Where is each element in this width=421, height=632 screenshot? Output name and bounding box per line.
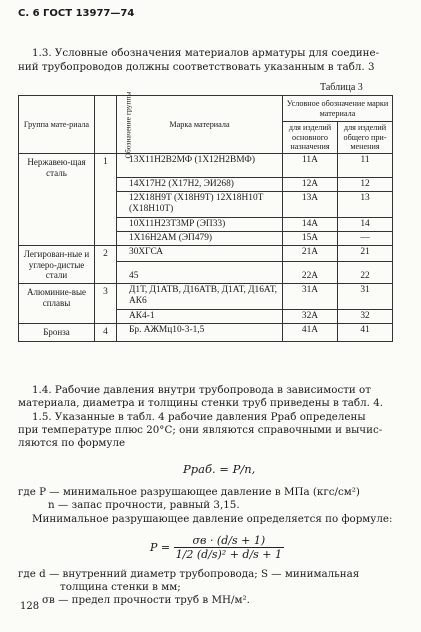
page-header: С. 6 ГОСТ 13977—74: [18, 8, 135, 19]
section-1-5-line3: ляются по формуле: [18, 437, 126, 449]
general-code-cell: 41: [338, 324, 393, 342]
general-code-cell: 22: [338, 262, 393, 284]
general-code-cell: 13: [338, 192, 393, 218]
col-header-group: Группа мате-риала: [19, 96, 95, 154]
group-number: 1: [95, 154, 117, 246]
basic-code-cell: 32А: [283, 310, 338, 324]
col-header-material: Марка материала: [117, 96, 283, 154]
where-s-line: толщина стенки в мм;: [60, 581, 181, 593]
where-n-line: n — запас прочности, равный 3,15.: [48, 499, 240, 511]
basic-code-cell: 11А: [283, 154, 338, 178]
section-1-4-line1: 1.4. Рабочие давления внутри трубопровода в зависимости от: [32, 384, 371, 396]
basic-code-cell: 13А: [283, 192, 338, 218]
material-cell: 10Х11Н23Т3МР (ЭП33): [117, 218, 283, 232]
formula-min-pressure: [150, 534, 284, 561]
group-name: Легирован-ные и углеро-дистые стали: [19, 246, 95, 284]
material-cell: 14Х17Н2 (Х17Н2, ЭИ268): [117, 178, 283, 192]
group-name: Бронза: [19, 324, 95, 342]
general-code-cell: 12: [338, 178, 393, 192]
col-header-group-num: [95, 91, 133, 159]
formula-denominator: 1/2 (d/s)² + d/s + 1: [175, 548, 283, 561]
col-header-basic: для изделий основного назначения: [283, 122, 338, 154]
col-header-general: для изделий общего при-менения: [338, 122, 393, 154]
basic-code-cell: 15А: [283, 232, 338, 246]
basic-code-cell: 21А: [283, 246, 338, 262]
general-code-cell: 31: [338, 284, 393, 310]
material-cell: АК4-1: [117, 310, 283, 324]
group-number: 4: [95, 324, 117, 342]
basic-code-cell: 14А: [283, 218, 338, 232]
group-number: 2: [95, 246, 117, 284]
basic-code-cell: 41А: [283, 324, 338, 342]
table-caption: Таблица 3: [320, 82, 363, 93]
group-name: Нержавею-щая сталь: [19, 154, 95, 246]
materials-table: [18, 91, 393, 342]
where-sigma-line: σв — предел прочности труб в МН/м².: [42, 594, 250, 606]
where-d-line: где d — внутренний диаметр трубопровода; S — минимальная: [18, 568, 360, 580]
formula-working-pressure: Pраб. = P/n,: [183, 462, 256, 476]
section-1-3-line1: 1.3. Условные обозначения материалов арматуры для соедине-: [32, 47, 380, 59]
material-cell: 13Х11Н2В2МФ (1Х12Н2ВМФ): [117, 154, 283, 178]
general-code-cell: 32: [338, 310, 393, 324]
general-code-cell: 14: [338, 218, 393, 232]
where-p-line: где P — минимальное разрушающее давление в МПа (кгс/см²): [18, 486, 360, 498]
material-cell: Бр. АЖМц10-3-1,5: [117, 324, 283, 342]
group-name: Алюминие-вые сплавы: [19, 284, 95, 324]
col-header-conditional: Условное обозначение марки материала: [283, 96, 393, 122]
material-cell: 1Х16Н2АМ (ЭП479): [117, 232, 283, 246]
page-number: 128: [20, 601, 40, 612]
basic-code-cell: 12А: [283, 178, 338, 192]
material-cell: Д1Т, Д1АТВ, Д16АТВ, Д1АТ, Д16АТ, АК6: [117, 284, 283, 310]
basic-code-cell: 31А: [283, 284, 338, 310]
material-cell: 12Х18Н9Т (Х18Н9Т) 12Х18Н10Т (Х18Н10Т): [117, 192, 283, 218]
formula-numerator: σв · (d/s + 1): [174, 534, 284, 548]
material-cell: 45: [117, 262, 283, 284]
general-code-cell: 21: [338, 246, 393, 262]
general-code-cell: 11: [338, 154, 393, 178]
general-code-cell: —: [338, 232, 393, 246]
basic-code-cell: 22А: [283, 262, 338, 284]
section-1-5-line1: 1.5. Указанные в табл. 4 рабочие давления Pраб определены: [32, 411, 366, 423]
min-pressure-text: Минимальное разрушающее давление определяется по формуле:: [32, 513, 393, 525]
formula-lhs: P =: [150, 541, 171, 554]
section-1-3-line2: ний трубопроводов должны соответствовать указанным в табл. 3: [18, 61, 375, 73]
col-header-group-num-text: Обозначение группы: [123, 91, 133, 159]
material-cell: 30ХГСА: [117, 246, 283, 262]
section-1-5-line2: при температуре плюс 20°С; они являются справочными и вычис-: [18, 424, 383, 436]
group-number: 3: [95, 284, 117, 324]
section-1-4-line2: материала, диаметра и толщины стенки труб приведены в табл. 4.: [18, 397, 384, 409]
formula-fraction: [174, 534, 284, 561]
